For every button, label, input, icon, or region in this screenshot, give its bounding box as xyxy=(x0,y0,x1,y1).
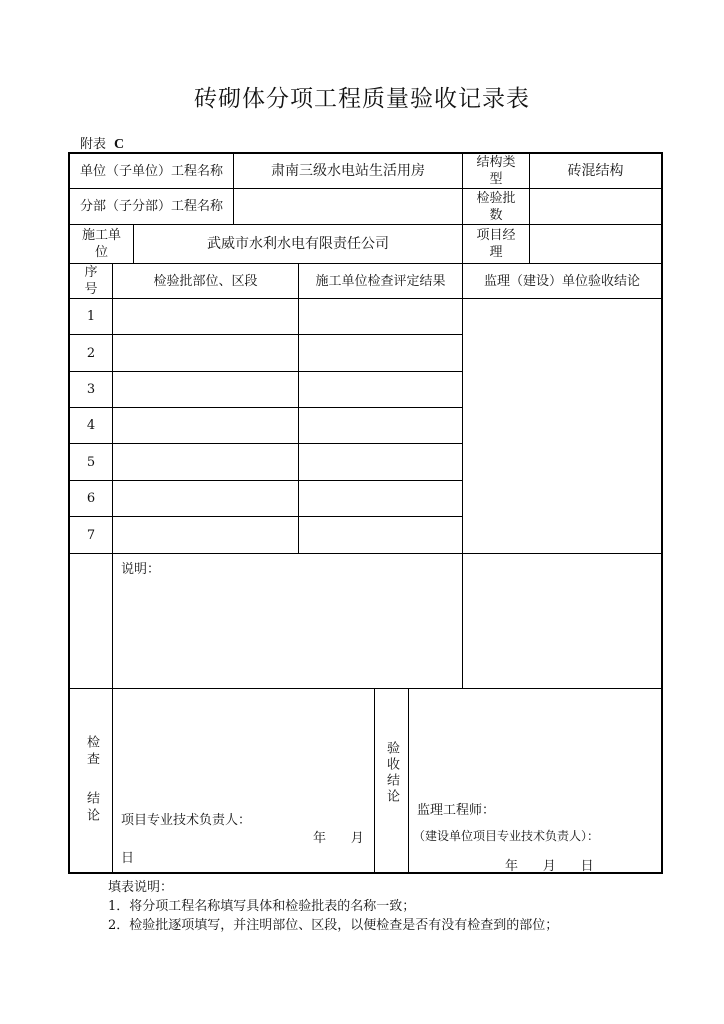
inspection-label-bottom: 结论 xyxy=(84,791,99,825)
appendix-text: 附表 xyxy=(80,137,107,152)
batch-count-label: 检验批数 xyxy=(462,188,530,225)
sub-project-label: 分部（子分部）工程名称 xyxy=(68,188,234,225)
row-seq: 3 xyxy=(68,371,113,408)
row-location xyxy=(112,334,299,372)
col-location: 检验批部位、区段 xyxy=(112,263,299,299)
col-seq: 序号 xyxy=(68,263,113,299)
row-result xyxy=(298,298,463,335)
row-seq: 7 xyxy=(68,516,113,554)
inspection-cell xyxy=(112,688,375,874)
page-title: 砖砌体分项工程质量验收记录表 xyxy=(194,86,530,112)
row-seq: 5 xyxy=(68,443,113,481)
contractor-label: 施工单位 xyxy=(68,224,134,264)
row-location xyxy=(112,407,299,444)
inspection-date-day: 日 xyxy=(121,851,135,866)
acceptance-engineer: 监理工程师： xyxy=(417,803,496,818)
inspection-person: 项目专业技术负责人： xyxy=(121,813,252,828)
sub-project-value xyxy=(233,188,463,225)
appendix-label xyxy=(80,133,124,153)
row-seq: 1 xyxy=(68,298,113,335)
project-manager-label: 项目经理 xyxy=(462,224,530,264)
remarks-right-cell xyxy=(462,553,663,689)
row-result xyxy=(298,371,463,408)
unit-project-value: 肃南三级水电站生活用房 xyxy=(233,152,463,189)
appendix-code: C xyxy=(114,137,125,152)
col-contractor-result: 施工单位检查评定结果 xyxy=(298,263,463,299)
project-manager-value xyxy=(529,224,663,264)
row-result xyxy=(298,480,463,517)
col-supervisor-conclusion: 监理（建设）单位验收结论 xyxy=(462,263,663,299)
row-location xyxy=(112,298,299,335)
row-seq: 6 xyxy=(68,480,113,517)
inspection-label-top: 检查 xyxy=(84,735,99,769)
remarks-seq-cell xyxy=(68,553,113,689)
row-seq: 4 xyxy=(68,407,113,444)
acceptance-note: （建设单位项目专业技术负责人）： xyxy=(413,829,600,843)
fill-instructions-title: 填表说明： xyxy=(108,880,174,895)
structure-type-label: 结构类型 xyxy=(462,152,530,189)
structure-type-value: 砖混结构 xyxy=(529,152,663,189)
unit-project-label: 单位（子单位）工程名称 xyxy=(68,152,234,189)
row-location xyxy=(112,371,299,408)
row-result xyxy=(298,407,463,444)
acceptance-label: 验收结论 xyxy=(384,741,399,805)
row-location xyxy=(112,480,299,517)
row-location xyxy=(112,516,299,554)
acceptance-label-cell xyxy=(374,688,409,874)
contractor-value: 武威市水利水电有限责任公司 xyxy=(133,224,463,264)
row-result xyxy=(298,334,463,372)
acceptance-date: 年 月 日 xyxy=(505,859,594,874)
row-location xyxy=(112,443,299,481)
row-result xyxy=(298,443,463,481)
remarks-label: 说明： xyxy=(121,562,161,577)
inspection-label-cell xyxy=(68,688,113,874)
inspection-date-year-month: 年 月 xyxy=(313,831,364,846)
fill-instruction-item: 1．将分项工程名称填写具体和检验批表的名称一致； xyxy=(108,899,416,914)
remarks-cell xyxy=(112,553,463,689)
supervisor-conclusion-cell xyxy=(462,298,663,554)
batch-count-value xyxy=(529,188,663,225)
row-seq: 2 xyxy=(68,334,113,372)
fill-instruction-item: 2．检验批逐项填写，并注明部位、区段，以便检查是否有没有检查到的部位； xyxy=(108,918,559,933)
acceptance-cell xyxy=(408,688,663,874)
row-result xyxy=(298,516,463,554)
